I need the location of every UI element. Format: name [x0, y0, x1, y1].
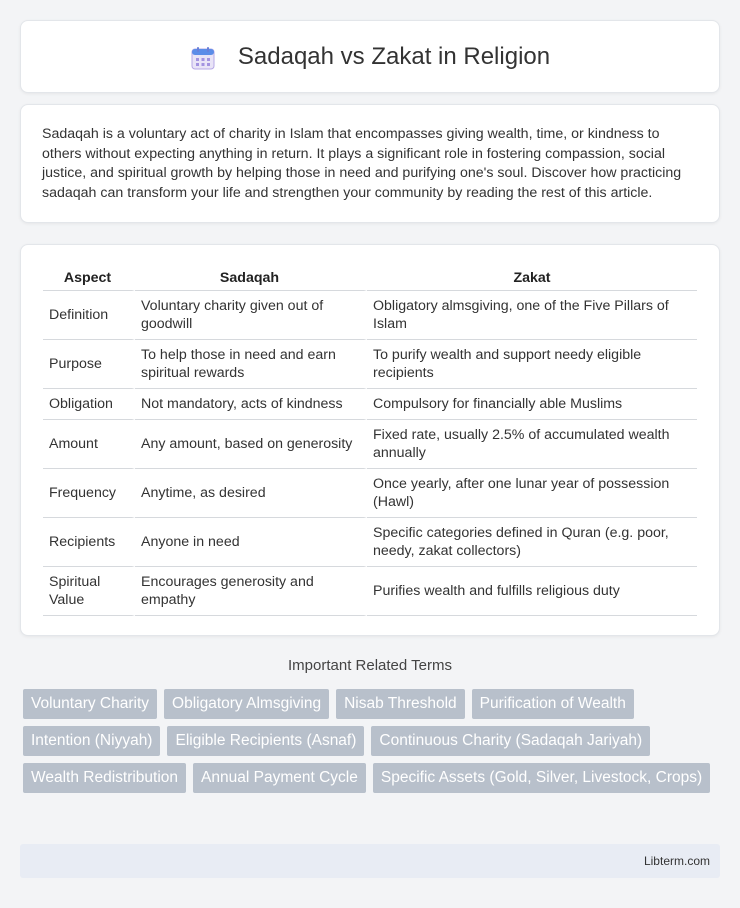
- header-card: [20, 20, 720, 93]
- row-aspect: Amount: [43, 420, 135, 469]
- term-tag[interactable]: Wealth Redistribution: [23, 763, 186, 793]
- table-header-row: [43, 263, 697, 291]
- row-sadaqah: Anyone in need: [135, 518, 367, 567]
- row-aspect: Definition: [43, 291, 135, 340]
- row-sadaqah: Any amount, based on generosity: [135, 420, 367, 469]
- row-aspect: Spiritual Value: [43, 567, 135, 616]
- intro-card: [20, 104, 720, 223]
- term-tag[interactable]: Eligible Recipients (Asnaf): [167, 726, 364, 756]
- term-tag[interactable]: Intention (Niyyah): [23, 726, 160, 756]
- comparison-table-card: [20, 244, 720, 636]
- table-row: [43, 420, 697, 469]
- row-sadaqah: To help those in need and earn spiritual rewards: [135, 340, 367, 389]
- calendar-icon: [190, 45, 216, 71]
- table-row: [43, 340, 697, 389]
- row-sadaqah: Encourages generosity and empathy: [135, 567, 367, 616]
- page-title: Sadaqah vs Zakat in Religion: [237, 42, 551, 70]
- term-tag[interactable]: Specific Assets (Gold, Silver, Livestock, Crops): [373, 763, 710, 793]
- row-aspect: Purpose: [43, 340, 135, 389]
- row-aspect: Recipients: [43, 518, 135, 567]
- table-row: [43, 469, 697, 518]
- row-aspect: Obligation: [43, 389, 135, 420]
- column-header-aspect: Aspect: [43, 263, 135, 291]
- related-terms-heading: Important Related Terms: [288, 657, 452, 674]
- row-zakat: Specific categories defined in Quran (e.g. poor, needy, zakat collectors): [367, 518, 697, 567]
- term-tag[interactable]: Nisab Threshold: [336, 689, 465, 719]
- row-zakat: Fixed rate, usually 2.5% of accumulated wealth annually: [367, 420, 697, 469]
- table-row: [43, 567, 697, 616]
- row-zakat: Purifies wealth and fulfills religious duty: [367, 567, 697, 616]
- row-sadaqah: Not mandatory, acts of kindness: [135, 389, 367, 420]
- table-row: [43, 291, 697, 340]
- footer-site-link[interactable]: Libterm.com: [643, 854, 710, 868]
- term-tag[interactable]: Purification of Wealth: [472, 689, 634, 719]
- table-row: [43, 389, 697, 420]
- row-zakat: Obligatory almsgiving, one of the Five Pillars of Islam: [367, 291, 697, 340]
- term-tag[interactable]: Obligatory Almsgiving: [164, 689, 329, 719]
- column-header-sadaqah: Sadaqah: [135, 263, 367, 291]
- related-terms-list: [23, 689, 723, 793]
- row-sadaqah: Anytime, as desired: [135, 469, 367, 518]
- term-tag[interactable]: Annual Payment Cycle: [193, 763, 366, 793]
- row-aspect: Frequency: [43, 469, 135, 518]
- comparison-table: [43, 263, 697, 616]
- row-sadaqah: Voluntary charity given out of goodwill: [135, 291, 367, 340]
- row-zakat: Once yearly, after one lunar year of possession (Hawl): [367, 469, 697, 518]
- row-zakat: To purify wealth and support needy eligible recipients: [367, 340, 697, 389]
- table-row: [43, 518, 697, 567]
- footer: [20, 844, 720, 878]
- intro-paragraph: Sadaqah is a voluntary act of charity in Islam that encompasses giving wealth, time, or kindness to others without expecting anything in return. It plays a significant role in fostering compassion, social justice, and spiritual growth by helping those in need and purifying one's soul. Discover how practicing sadaqah can transform your life and strengthen your community by reading the rest of this article.: [42, 126, 682, 201]
- column-header-zakat: Zakat: [367, 263, 697, 291]
- row-zakat: Compulsory for financially able Muslims: [367, 389, 697, 420]
- term-tag[interactable]: Continuous Charity (Sadaqah Jariyah): [371, 726, 650, 756]
- term-tag[interactable]: Voluntary Charity: [23, 689, 157, 719]
